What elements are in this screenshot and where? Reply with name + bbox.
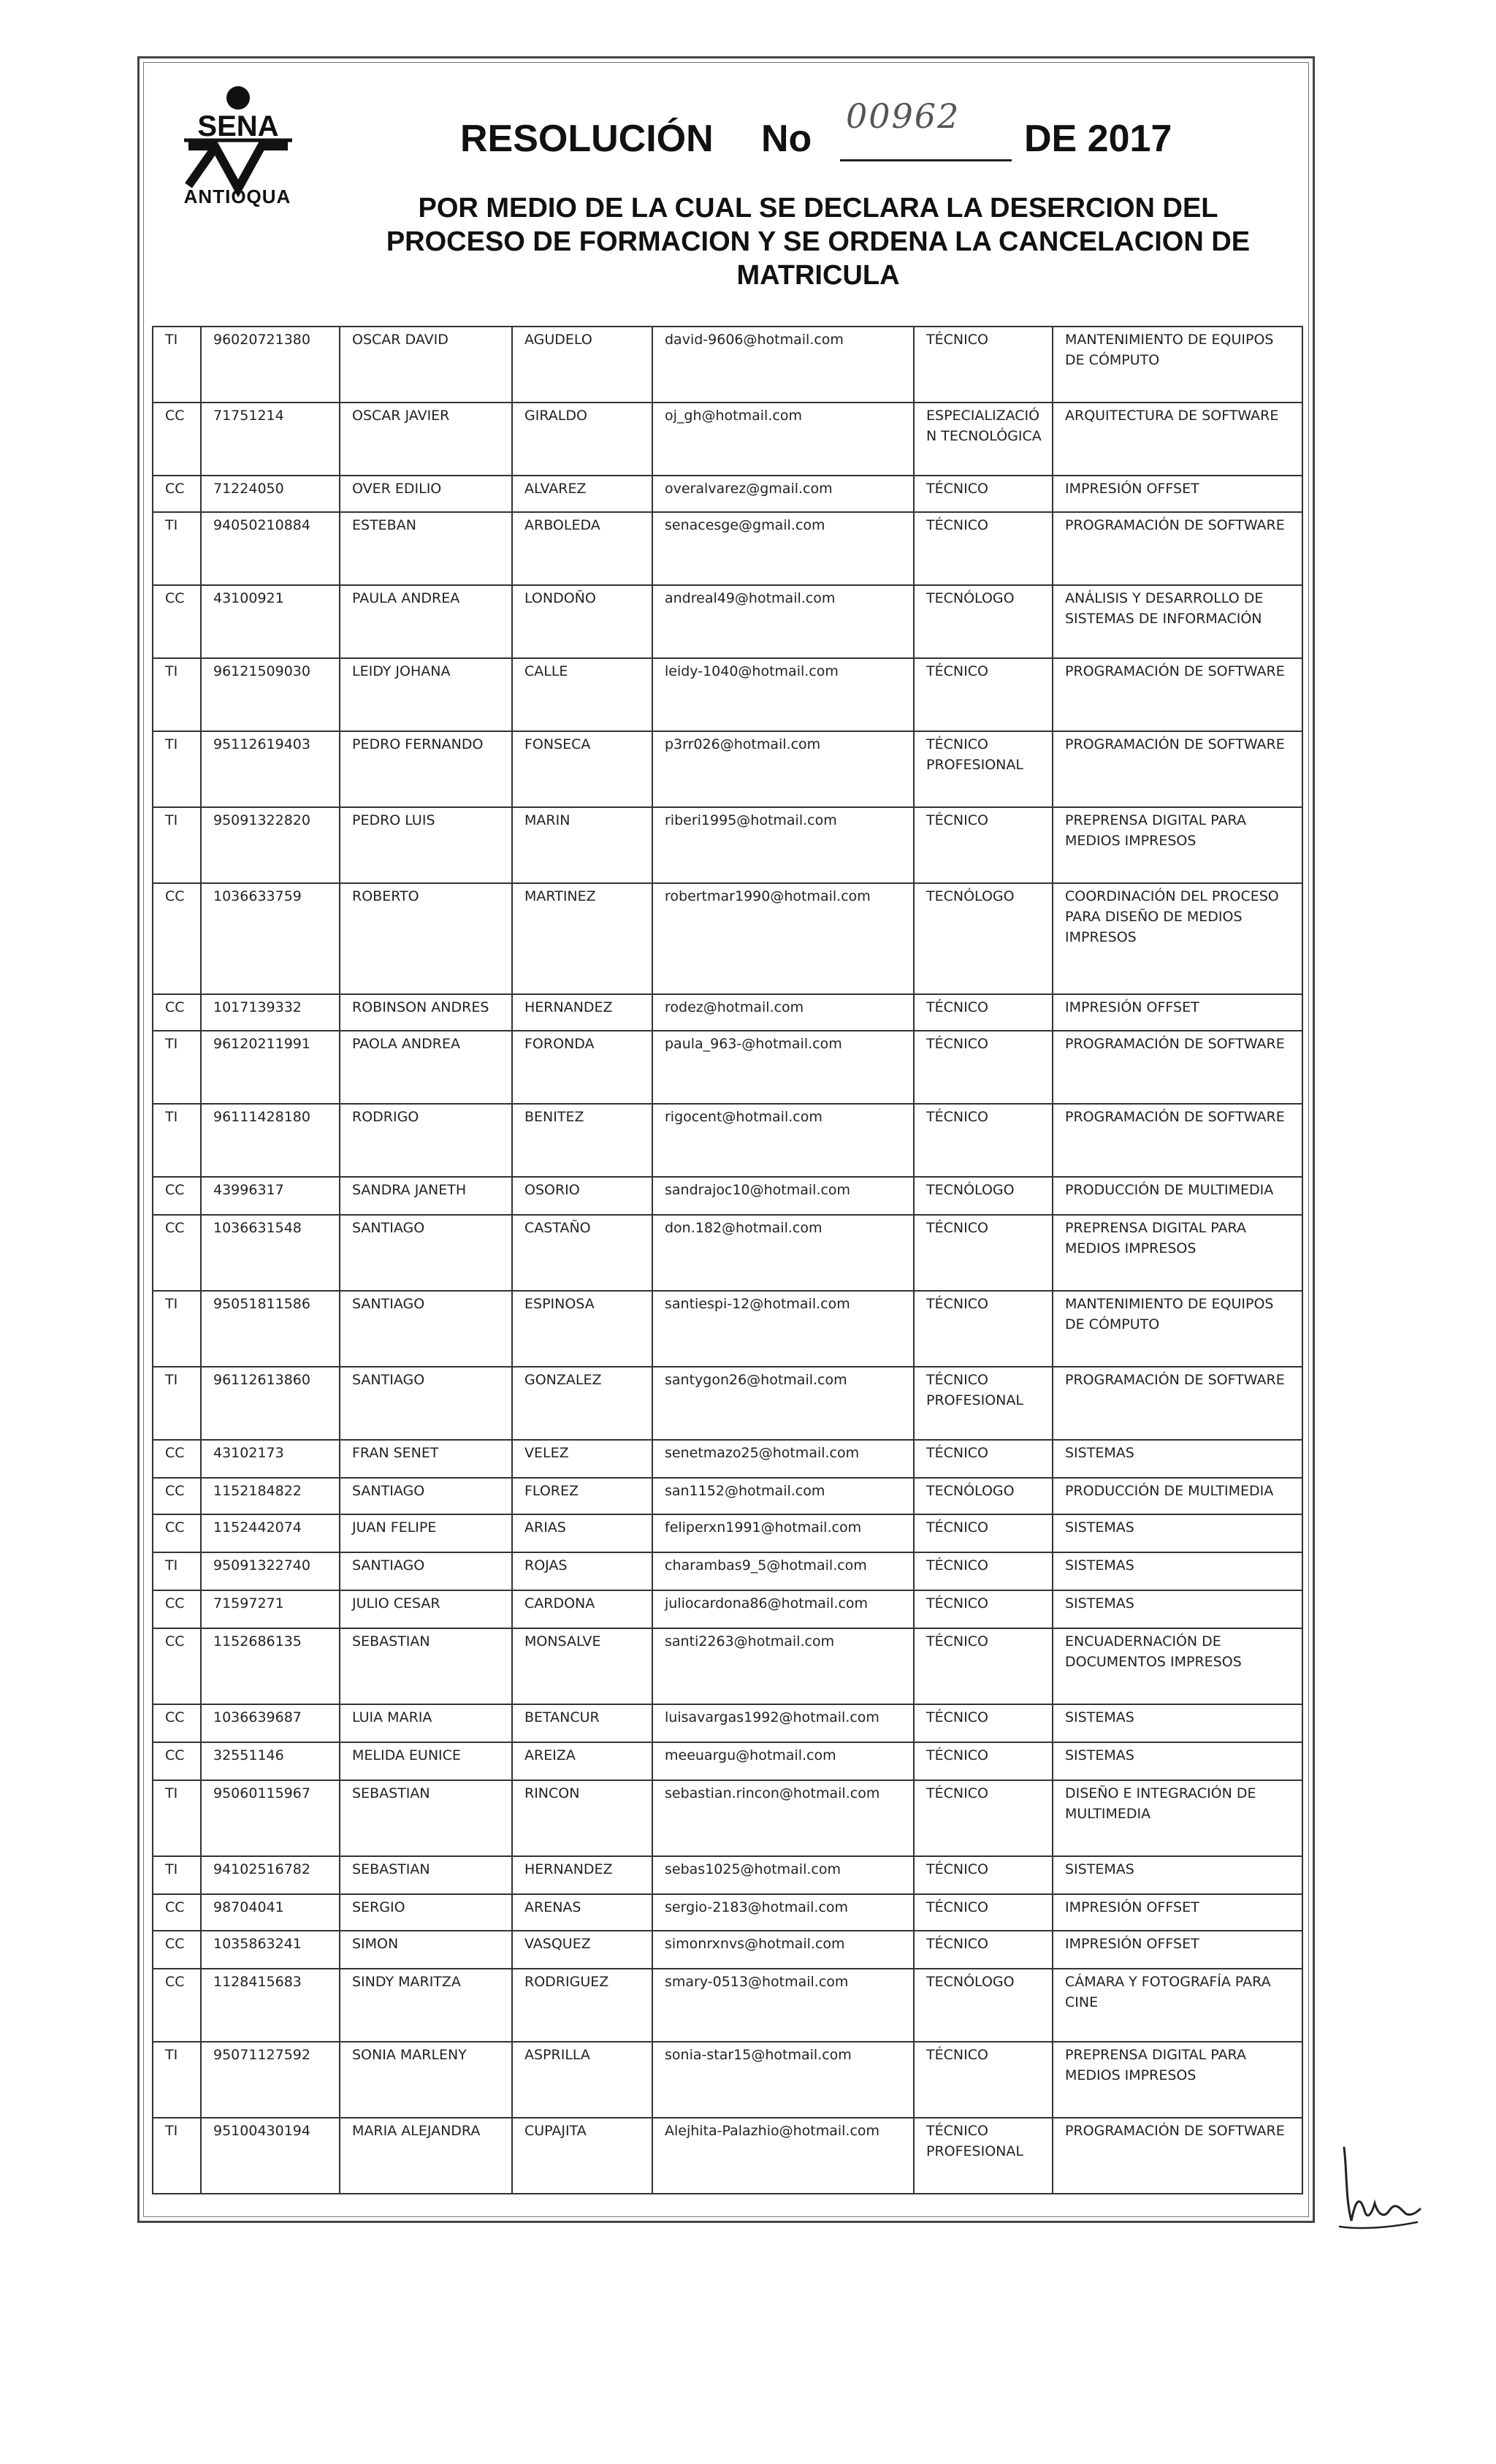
cell-doc-type: TI [153, 2118, 201, 2194]
cell-level: TÉCNICO [914, 1031, 1053, 1104]
cell-last-name: CALLE [512, 658, 652, 731]
table-row [153, 476, 1302, 512]
table-row [153, 1628, 1302, 1704]
cell-doc-number: 95112619403 [201, 731, 340, 807]
cell-last-name: OSORIO [512, 1177, 652, 1215]
cell-email: santygon26@hotmail.com [652, 1367, 914, 1440]
cell-level: TÉCNICO [914, 1440, 1053, 1478]
cell-doc-number: 95091322740 [201, 1552, 340, 1590]
cell-first-name: SEBASTIAN [340, 1628, 512, 1704]
cell-level: TÉCNICO [914, 1552, 1053, 1590]
cell-email: juliocardona86@hotmail.com [652, 1590, 914, 1628]
cell-first-name: SEBASTIAN [340, 1780, 512, 1856]
cell-doc-number: 1128415683 [201, 1969, 340, 2042]
cell-doc-type: TI [153, 1104, 201, 1177]
cell-doc-number: 71597271 [201, 1590, 340, 1628]
subtitle-line-1: POR MEDIO DE LA CUAL SE DECLARA LA DESERCION DEL [418, 193, 1218, 224]
cell-level: TECNÓLOGO [914, 883, 1053, 994]
cell-level: TÉCNICO [914, 1215, 1053, 1291]
cell-level: TÉCNICO [914, 658, 1053, 731]
students-table [152, 326, 1303, 2194]
table-row [153, 1931, 1302, 1969]
cell-doc-number: 1035863241 [201, 1931, 340, 1969]
cell-doc-type: CC [153, 994, 201, 1031]
table-row [153, 1478, 1302, 1514]
table-row [153, 1514, 1302, 1552]
table-row [153, 403, 1302, 476]
cell-doc-type: CC [153, 1894, 201, 1931]
cell-level: TÉCNICO [914, 807, 1053, 883]
cell-last-name: AREIZA [512, 1742, 652, 1780]
cell-doc-type: CC [153, 1478, 201, 1514]
resolution-number-underline [840, 159, 1012, 161]
cell-doc-number: 95051811586 [201, 1291, 340, 1367]
cell-doc-number: 94102516782 [201, 1856, 340, 1894]
cell-doc-number: 96112613860 [201, 1367, 340, 1440]
cell-doc-type: CC [153, 1704, 201, 1742]
cell-first-name: OVER EDILIO [340, 476, 512, 512]
cell-doc-type: TI [153, 1552, 201, 1590]
cell-program: DISEÑO E INTEGRACIÓN DE MULTIMEDIA [1053, 1780, 1302, 1856]
cell-doc-type: CC [153, 585, 201, 658]
cell-email: sonia-star15@hotmail.com [652, 2042, 914, 2118]
cell-doc-type: TI [153, 731, 201, 807]
cell-last-name: FORONDA [512, 1031, 652, 1104]
cell-doc-number: 71224050 [201, 476, 340, 512]
cell-level: TÉCNICO [914, 1628, 1053, 1704]
cell-doc-number: 98704041 [201, 1894, 340, 1931]
cell-level: TÉCNICO PROFESIONAL [914, 1367, 1053, 1440]
cell-email: senetmazo25@hotmail.com [652, 1440, 914, 1478]
cell-level: TÉCNICO [914, 1931, 1053, 1969]
cell-doc-type: CC [153, 476, 201, 512]
cell-last-name: ARBOLEDA [512, 512, 652, 585]
cell-doc-type: TI [153, 1780, 201, 1856]
cell-last-name: CASTAÑO [512, 1215, 652, 1291]
cell-doc-type: CC [153, 1514, 201, 1552]
cell-last-name: ROJAS [512, 1552, 652, 1590]
cell-email: david-9606@hotmail.com [652, 327, 914, 403]
cell-last-name: ESPINOSA [512, 1291, 652, 1367]
cell-email: simonrxnvs@hotmail.com [652, 1931, 914, 1969]
cell-first-name: OSCAR DAVID [340, 327, 512, 403]
cell-doc-number: 1152442074 [201, 1514, 340, 1552]
cell-last-name: CUPAJITA [512, 2118, 652, 2194]
subtitle-line-3: MATRICULA [736, 260, 900, 291]
table-row [153, 1704, 1302, 1742]
cell-level: TECNÓLOGO [914, 585, 1053, 658]
cell-email: luisavargas1992@hotmail.com [652, 1704, 914, 1742]
cell-doc-type: CC [153, 1742, 201, 1780]
cell-level: TÉCNICO [914, 1514, 1053, 1552]
cell-program: PROGRAMACIÓN DE SOFTWARE [1053, 1104, 1302, 1177]
table-row [153, 1291, 1302, 1367]
table-row [153, 1031, 1302, 1104]
title-resolution-word: RESOLUCIÓN [460, 118, 714, 160]
cell-first-name: SERGIO [340, 1894, 512, 1931]
table-row [153, 883, 1302, 994]
cell-level: TÉCNICO [914, 327, 1053, 403]
cell-doc-number: 95071127592 [201, 2042, 340, 2118]
cell-program: SISTEMAS [1053, 1590, 1302, 1628]
cell-level: TECNÓLOGO [914, 1969, 1053, 2042]
cell-program: IMPRESIÓN OFFSET [1053, 476, 1302, 512]
cell-last-name: VASQUEZ [512, 1931, 652, 1969]
cell-first-name: ROBINSON ANDRES [340, 994, 512, 1031]
cell-level: TÉCNICO [914, 994, 1053, 1031]
cell-doc-number: 95091322820 [201, 807, 340, 883]
table-row [153, 731, 1302, 807]
table-row [153, 585, 1302, 658]
cell-first-name: SIMON [340, 1931, 512, 1969]
cell-level: TÉCNICO [914, 1856, 1053, 1894]
title-no-word: No [761, 118, 812, 160]
cell-level: TÉCNICO [914, 1780, 1053, 1856]
cell-program: IMPRESIÓN OFFSET [1053, 1894, 1302, 1931]
cell-first-name: OSCAR JAVIER [340, 403, 512, 476]
cell-email: p3rr026@hotmail.com [652, 731, 914, 807]
table-row [153, 1969, 1302, 2042]
cell-level: TECNÓLOGO [914, 1177, 1053, 1215]
cell-email: santiespi-12@hotmail.com [652, 1291, 914, 1367]
cell-doc-type: CC [153, 403, 201, 476]
cell-doc-type: TI [153, 2042, 201, 2118]
cell-doc-type: CC [153, 1628, 201, 1704]
cell-program: MANTENIMIENTO DE EQUIPOS DE CÓMPUTO [1053, 1291, 1302, 1367]
cell-program: PROGRAMACIÓN DE SOFTWARE [1053, 2118, 1302, 2194]
logo-region-label: ANTIOQUA [183, 186, 291, 207]
table-row [153, 512, 1302, 585]
cell-program: PROGRAMACIÓN DE SOFTWARE [1053, 658, 1302, 731]
cell-email: feliperxn1991@hotmail.com [652, 1514, 914, 1552]
cell-doc-number: 43100921 [201, 585, 340, 658]
cell-first-name: ESTEBAN [340, 512, 512, 585]
cell-first-name: MELIDA EUNICE [340, 1742, 512, 1780]
cell-program: IMPRESIÓN OFFSET [1053, 1931, 1302, 1969]
cell-program: MANTENIMIENTO DE EQUIPOS DE CÓMPUTO [1053, 327, 1302, 403]
cell-doc-number: 32551146 [201, 1742, 340, 1780]
resolution-subtitle [343, 191, 1293, 292]
table-row [153, 327, 1302, 403]
cell-level: TÉCNICO [914, 1894, 1053, 1931]
cell-program: SISTEMAS [1053, 1552, 1302, 1590]
cell-last-name: HERNANDEZ [512, 1856, 652, 1894]
cell-doc-type: CC [153, 883, 201, 994]
cell-first-name: SEBASTIAN [340, 1856, 512, 1894]
cell-level: TÉCNICO [914, 1742, 1053, 1780]
cell-program: PRODUCCIÓN DE MULTIMEDIA [1053, 1478, 1302, 1514]
cell-last-name: ARIAS [512, 1514, 652, 1552]
cell-doc-type: TI [153, 512, 201, 585]
cell-email: leidy-1040@hotmail.com [652, 658, 914, 731]
cell-first-name: PAULA ANDREA [340, 585, 512, 658]
resolution-number: 00962 [846, 96, 961, 136]
cell-doc-number: 1152686135 [201, 1628, 340, 1704]
cell-doc-type: CC [153, 1215, 201, 1291]
cell-level: TÉCNICO [914, 512, 1053, 585]
cell-program: PROGRAMACIÓN DE SOFTWARE [1053, 1367, 1302, 1440]
cell-doc-number: 1036633759 [201, 883, 340, 994]
cell-email: charambas9_5@hotmail.com [652, 1552, 914, 1590]
cell-doc-number: 1152184822 [201, 1478, 340, 1514]
table-row [153, 1590, 1302, 1628]
cell-program: SISTEMAS [1053, 1742, 1302, 1780]
cell-program: SISTEMAS [1053, 1514, 1302, 1552]
subtitle-line-2: PROCESO DE FORMACION Y SE ORDENA LA CANCELACION DE [386, 226, 1251, 257]
cell-program: SISTEMAS [1053, 1440, 1302, 1478]
cell-email: Alejhita-Palazhio@hotmail.com [652, 2118, 914, 2194]
cell-email: senacesge@gmail.com [652, 512, 914, 585]
cell-first-name: SANDRA JANETH [340, 1177, 512, 1215]
cell-program: ARQUITECTURA DE SOFTWARE [1053, 403, 1302, 476]
cell-first-name: FRAN SENET [340, 1440, 512, 1478]
cell-doc-number: 1036639687 [201, 1704, 340, 1742]
cell-last-name: LONDOÑO [512, 585, 652, 658]
cell-first-name: PEDRO LUIS [340, 807, 512, 883]
cell-level: TÉCNICO [914, 1704, 1053, 1742]
cell-first-name: SANTIAGO [340, 1367, 512, 1440]
cell-last-name: GONZALEZ [512, 1367, 652, 1440]
cell-doc-type: TI [153, 1856, 201, 1894]
cell-email: smary-0513@hotmail.com [652, 1969, 914, 2042]
cell-program: COORDINACIÓN DEL PROCESO PARA DISEÑO DE MEDIOS IMPRESOS [1053, 883, 1302, 994]
cell-doc-type: CC [153, 1590, 201, 1628]
cell-level: TÉCNICO [914, 1590, 1053, 1628]
cell-email: sergio-2183@hotmail.com [652, 1894, 914, 1931]
cell-first-name: LUIA MARIA [340, 1704, 512, 1742]
cell-doc-number: 43102173 [201, 1440, 340, 1478]
title-year: DE 2017 [1024, 118, 1172, 160]
cell-program: ENCUADERNACIÓN DE DOCUMENTOS IMPRESOS [1053, 1628, 1302, 1704]
cell-level: TÉCNICO [914, 476, 1053, 512]
table-row [153, 1104, 1302, 1177]
cell-doc-number: 71751214 [201, 403, 340, 476]
cell-first-name: SONIA MARLENY [340, 2042, 512, 2118]
cell-program: SISTEMAS [1053, 1856, 1302, 1894]
table-row [153, 1440, 1302, 1478]
cell-doc-type: CC [153, 1969, 201, 2042]
table-row [153, 2042, 1302, 2118]
cell-first-name: JULIO CESAR [340, 1590, 512, 1628]
cell-program: PREPRENSA DIGITAL PARA MEDIOS IMPRESOS [1053, 1215, 1302, 1291]
cell-doc-number: 96120211991 [201, 1031, 340, 1104]
cell-doc-number: 95060115967 [201, 1780, 340, 1856]
cell-first-name: SINDY MARITZA [340, 1969, 512, 2042]
handwritten-signature [1329, 2140, 1424, 2235]
cell-last-name: CARDONA [512, 1590, 652, 1628]
cell-email: sebastian.rincon@hotmail.com [652, 1780, 914, 1856]
cell-program: PROGRAMACIÓN DE SOFTWARE [1053, 512, 1302, 585]
cell-doc-type: CC [153, 1931, 201, 1969]
cell-doc-type: TI [153, 658, 201, 731]
cell-first-name: MARIA ALEJANDRA [340, 2118, 512, 2194]
cell-email: robertmar1990@hotmail.com [652, 883, 914, 994]
cell-email: rigocent@hotmail.com [652, 1104, 914, 1177]
table-row [153, 1177, 1302, 1215]
cell-last-name: FONSECA [512, 731, 652, 807]
cell-first-name: RODRIGO [340, 1104, 512, 1177]
cell-level: TÉCNICO [914, 1104, 1053, 1177]
cell-email: andreal49@hotmail.com [652, 585, 914, 658]
cell-doc-number: 96121509030 [201, 658, 340, 731]
cell-email: don.182@hotmail.com [652, 1215, 914, 1291]
cell-email: paula_963-@hotmail.com [652, 1031, 914, 1104]
cell-doc-number: 43996317 [201, 1177, 340, 1215]
cell-last-name: MARIN [512, 807, 652, 883]
cell-level: TECNÓLOGO [914, 1478, 1053, 1514]
cell-email: meeuargu@hotmail.com [652, 1742, 914, 1780]
cell-doc-number: 1017139332 [201, 994, 340, 1031]
cell-doc-type: TI [153, 1367, 201, 1440]
table-row [153, 1780, 1302, 1856]
cell-doc-type: CC [153, 1440, 201, 1478]
cell-doc-type: CC [153, 1177, 201, 1215]
table-row [153, 1367, 1302, 1440]
cell-email: oj_gh@hotmail.com [652, 403, 914, 476]
cell-doc-number: 94050210884 [201, 512, 340, 585]
table-row [153, 1215, 1302, 1291]
cell-program: PREPRENSA DIGITAL PARA MEDIOS IMPRESOS [1053, 807, 1302, 883]
cell-last-name: VELEZ [512, 1440, 652, 1478]
cell-doc-number: 95100430194 [201, 2118, 340, 2194]
cell-first-name: SANTIAGO [340, 1215, 512, 1291]
cell-email: santi2263@hotmail.com [652, 1628, 914, 1704]
cell-doc-number: 96111428180 [201, 1104, 340, 1177]
cell-doc-type: TI [153, 1031, 201, 1104]
table-row [153, 807, 1302, 883]
cell-program: SISTEMAS [1053, 1704, 1302, 1742]
cell-email: riberi1995@hotmail.com [652, 807, 914, 883]
cell-first-name: ROBERTO [340, 883, 512, 994]
cell-email: sandrajoc10@hotmail.com [652, 1177, 914, 1215]
cell-first-name: PAOLA ANDREA [340, 1031, 512, 1104]
cell-program: CÁMARA Y FOTOGRAFÍA PARA CINE [1053, 1969, 1302, 2042]
cell-level: TÉCNICO PROFESIONAL [914, 2118, 1053, 2194]
cell-doc-type: TI [153, 327, 201, 403]
cell-doc-number: 96020721380 [201, 327, 340, 403]
cell-last-name: AGUDELO [512, 327, 652, 403]
cell-first-name: SANTIAGO [340, 1478, 512, 1514]
table-row [153, 1552, 1302, 1590]
cell-level: TÉCNICO [914, 1291, 1053, 1367]
cell-email: overalvarez@gmail.com [652, 476, 914, 512]
table-row [153, 658, 1302, 731]
cell-first-name: PEDRO FERNANDO [340, 731, 512, 807]
cell-program: PRODUCCIÓN DE MULTIMEDIA [1053, 1177, 1302, 1215]
cell-email: rodez@hotmail.com [652, 994, 914, 1031]
cell-last-name: MARTINEZ [512, 883, 652, 994]
cell-doc-type: TI [153, 807, 201, 883]
cell-last-name: GIRALDO [512, 403, 652, 476]
cell-email: sebas1025@hotmail.com [652, 1856, 914, 1894]
cell-program: ANÁLISIS Y DESARROLLO DE SISTEMAS DE INFORMACIÓN [1053, 585, 1302, 658]
cell-level: TÉCNICO [914, 2042, 1053, 2118]
cell-first-name: LEIDY JOHANA [340, 658, 512, 731]
cell-level: TÉCNICO PROFESIONAL [914, 731, 1053, 807]
table-row [153, 2118, 1302, 2194]
cell-last-name: BETANCUR [512, 1704, 652, 1742]
cell-program: IMPRESIÓN OFFSET [1053, 994, 1302, 1031]
table-row [153, 1742, 1302, 1780]
cell-first-name: SANTIAGO [340, 1552, 512, 1590]
table-row [153, 1894, 1302, 1931]
cell-last-name: RODRIGUEZ [512, 1969, 652, 2042]
cell-last-name: RINCON [512, 1780, 652, 1856]
cell-email: san1152@hotmail.com [652, 1478, 914, 1514]
cell-last-name: ALVAREZ [512, 476, 652, 512]
table-row [153, 1856, 1302, 1894]
cell-last-name: FLOREZ [512, 1478, 652, 1514]
cell-doc-type: TI [153, 1291, 201, 1367]
cell-last-name: ASPRILLA [512, 2042, 652, 2118]
cell-first-name: JUAN FELIPE [340, 1514, 512, 1552]
cell-first-name: SANTIAGO [340, 1291, 512, 1367]
cell-last-name: BENITEZ [512, 1104, 652, 1177]
cell-program: PROGRAMACIÓN DE SOFTWARE [1053, 1031, 1302, 1104]
cell-program: PROGRAMACIÓN DE SOFTWARE [1053, 731, 1302, 807]
svg-text:SENA: SENA [197, 110, 279, 142]
cell-level: ESPECIALIZACIÓN TECNOLÓGICA [914, 403, 1053, 476]
cell-doc-number: 1036631548 [201, 1215, 340, 1291]
cell-last-name: ARENAS [512, 1894, 652, 1931]
cell-last-name: MONSALVE [512, 1628, 652, 1704]
table-row [153, 994, 1302, 1031]
cell-last-name: HERNANDEZ [512, 994, 652, 1031]
cell-program: PREPRENSA DIGITAL PARA MEDIOS IMPRESOS [1053, 2042, 1302, 2118]
